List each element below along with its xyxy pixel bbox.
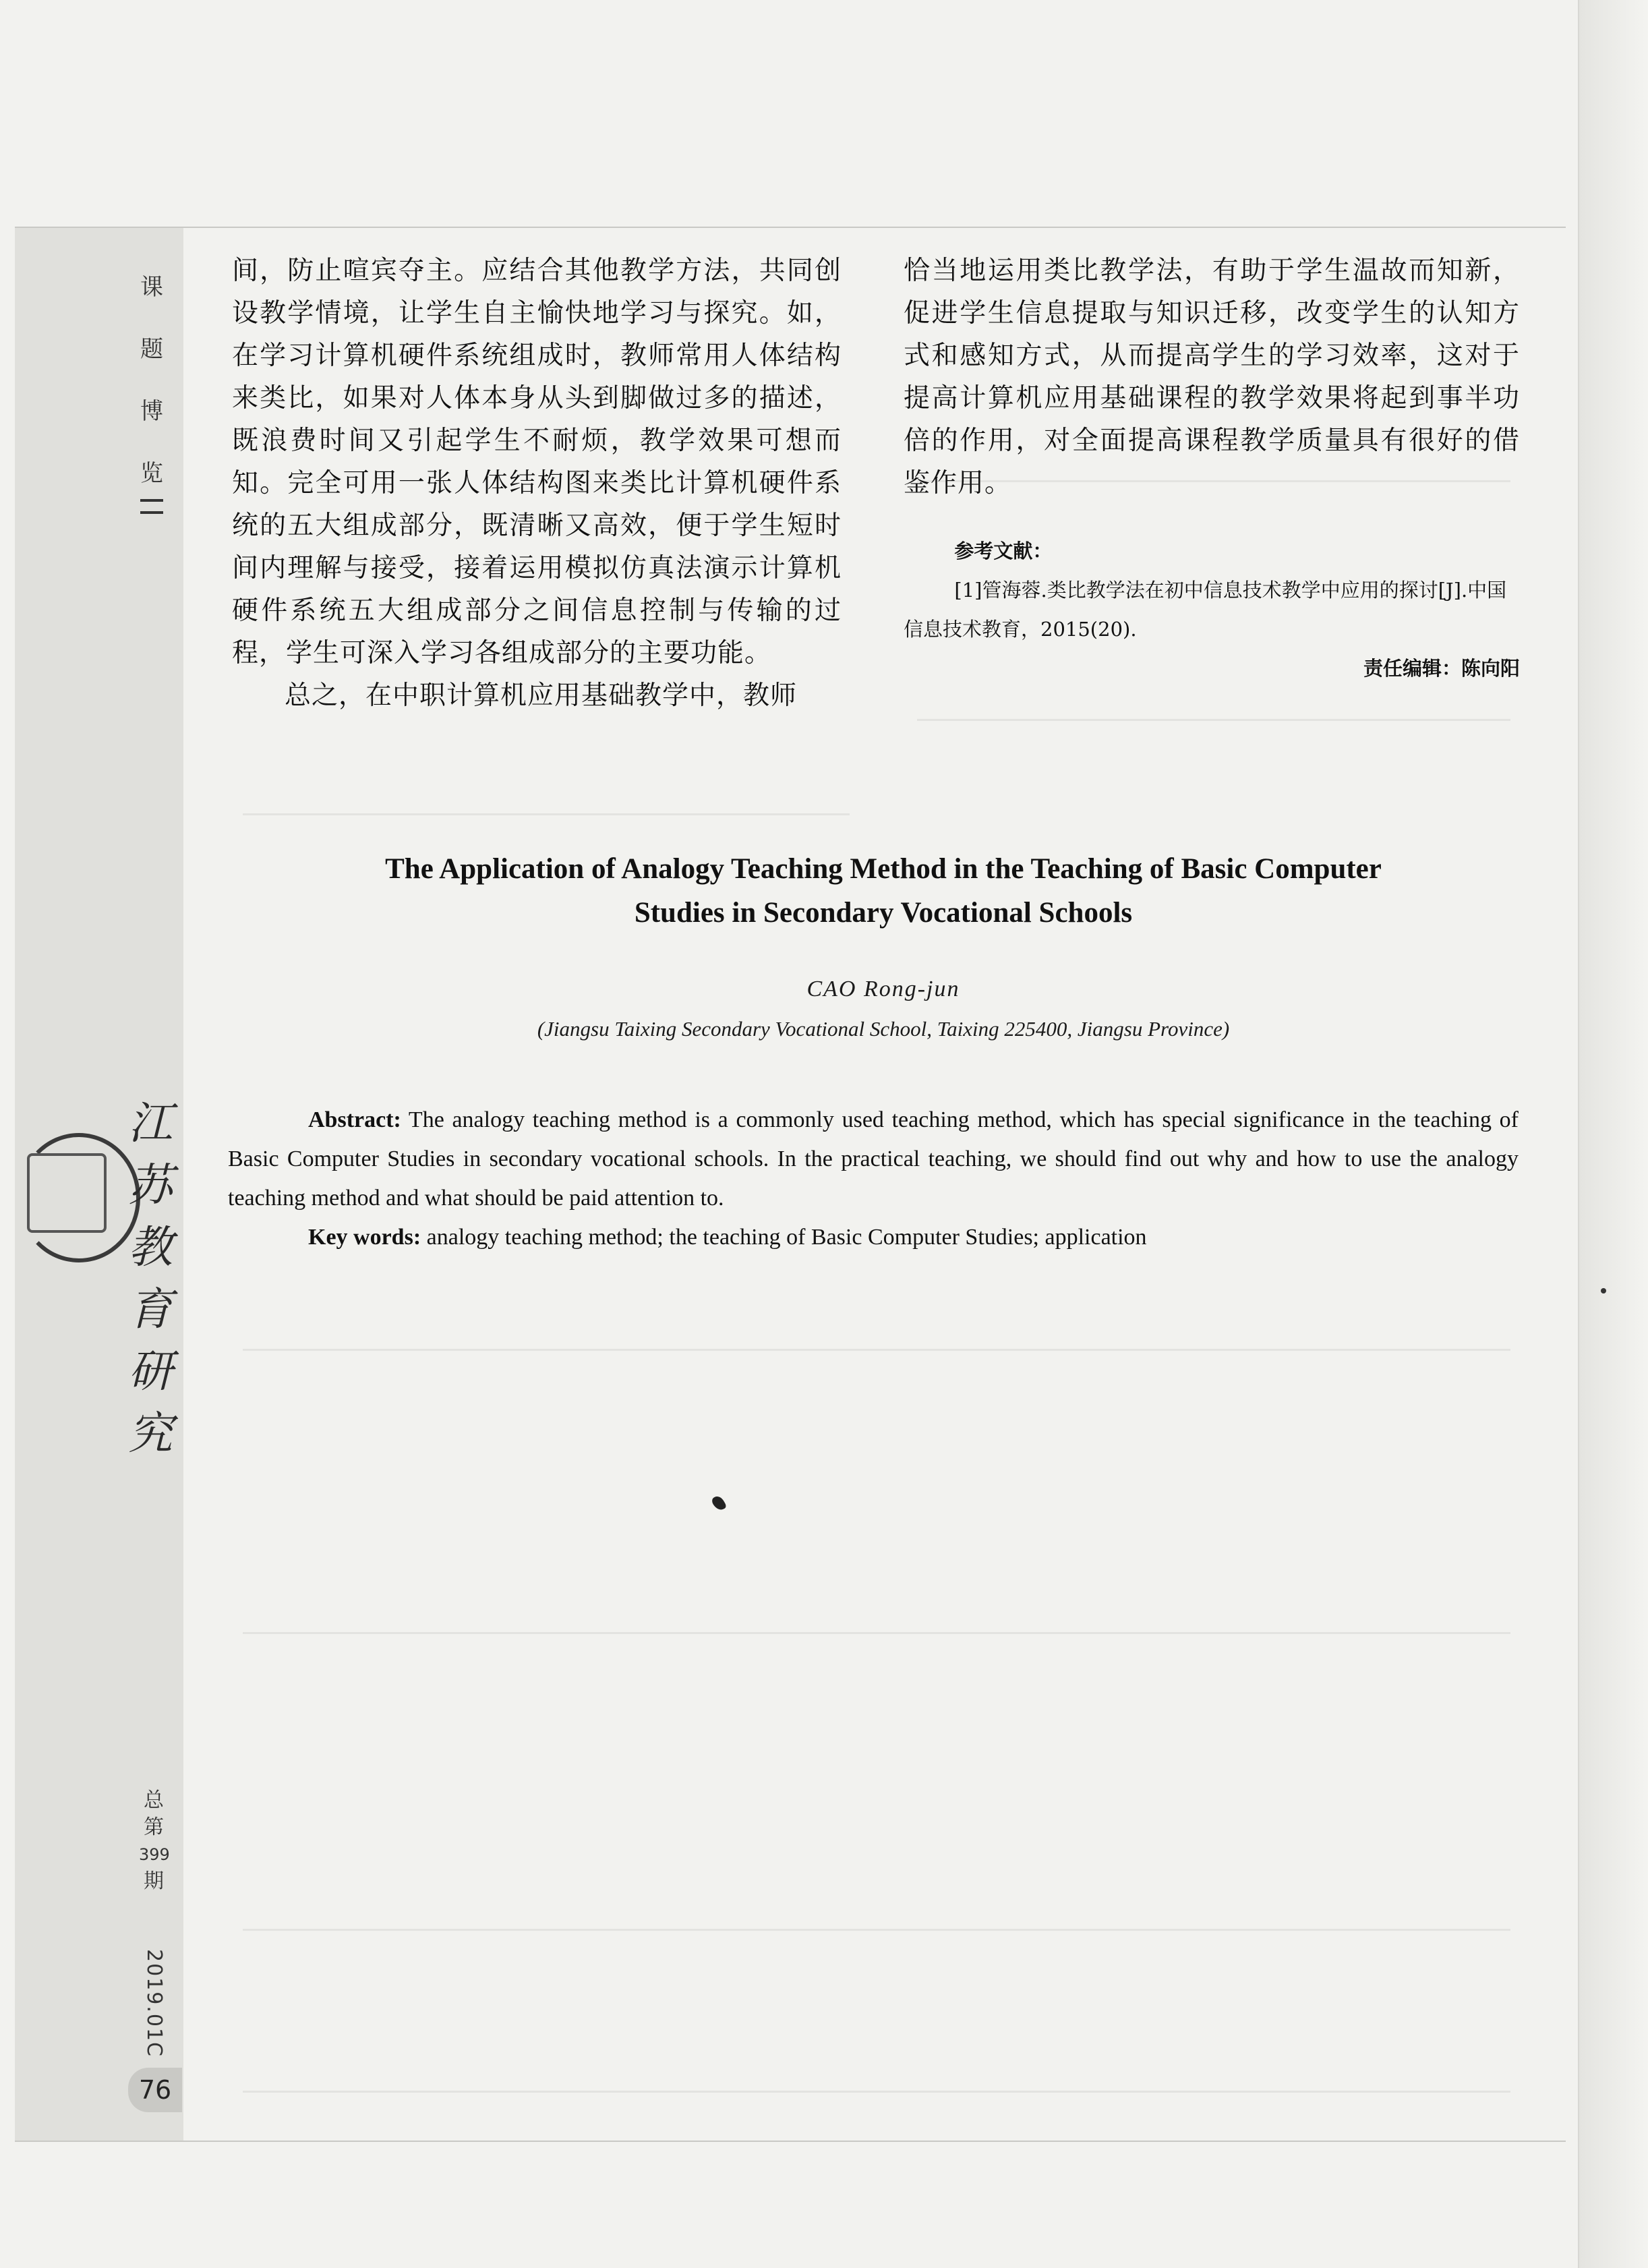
body-paragraph: 总之，在中职计算机应用基础教学中，教师 xyxy=(285,680,798,711)
responsible-editor: 责任编辑：陈向阳 xyxy=(1363,657,1520,680)
english-affiliation: (Jiangsu Taixing Secondary Vocational School, Taixing 225400, Jiangsu Province) xyxy=(537,1017,1230,1041)
section-label: 课 题 博 览 xyxy=(140,274,163,487)
bottom-rule xyxy=(15,2141,1566,2142)
issue-date: 2019.01C xyxy=(142,1949,166,2058)
body-column-left xyxy=(232,250,842,717)
references xyxy=(904,531,1520,707)
keywords-text: analogy teaching method; the teaching of Basic Computer Studies; application xyxy=(426,1225,1147,1250)
top-rule xyxy=(15,227,1566,228)
english-abstract xyxy=(228,1101,1519,1257)
keywords-label: Key words: xyxy=(308,1225,421,1250)
english-author: CAO Rong-jun xyxy=(806,977,960,1001)
seal-inner xyxy=(27,1153,107,1233)
body-paragraph: 恰当地运用类比教学法，有助于学生温故而知新，促进学生信息提取与知识迁移，改变学生的认知方式和感知方式，从而提高学生的学习效率，这对于提高计算机应用基础课程的教学效果将起到事半功倍的作用，对全面提高课程教学质量具有很好的借鉴作用。 xyxy=(904,256,1520,498)
body-paragraph: 间，防止喧宾夺主。应结合其他教学方法，共同创设教学情境，让学生自主愉快地学习与探究。如，在学习计算机硬件系统组成时，教师常用人体结构来类比，如果对人体本身从头到脚做过多的描述，既浪费时间又引起学生不耐烦，教学效果可想而知。完全可用一张人体结构图来类比计算机硬件系统的五大组成部分，既清晰又高效，便于学生短时间内理解与接受，接着运用模拟仿真法演示计算机硬件系统五大组成部分之间信息控制与传输的过程，学生可深入学习各组成部分的主要功能。 xyxy=(232,256,842,668)
margin-dot xyxy=(1601,1288,1606,1293)
references-heading: 参考文献： xyxy=(954,540,1053,562)
section-marker xyxy=(140,499,163,514)
english-title: The Application of Analogy Teaching Method in the Teaching of Basic Computer Studies in Secondary Vocational Schools xyxy=(385,853,1382,929)
journal-name: 江 苏 教 育 研 究 xyxy=(128,1097,173,1459)
reference-item: [1]管海蓉.类比教学法在初中信息技术教学中应用的探讨[J].中国信息技术教育，2015(20). xyxy=(904,579,1507,641)
abstract-label: Abstract: xyxy=(308,1107,401,1132)
issue-number: 总 第 399 期 xyxy=(139,1789,170,1893)
page-number: 76 xyxy=(128,2068,182,2112)
body-column-right xyxy=(904,250,1520,504)
facing-page-edge xyxy=(1578,0,1648,2268)
abstract-text: The analogy teaching method is a commonly used teaching method, which has special significance in the teaching of Basic Computer Studies in secondary vocational schools. In the practical teaching, we should find out why and how to use the analogy teaching method and what should be paid attention to. xyxy=(228,1107,1519,1211)
